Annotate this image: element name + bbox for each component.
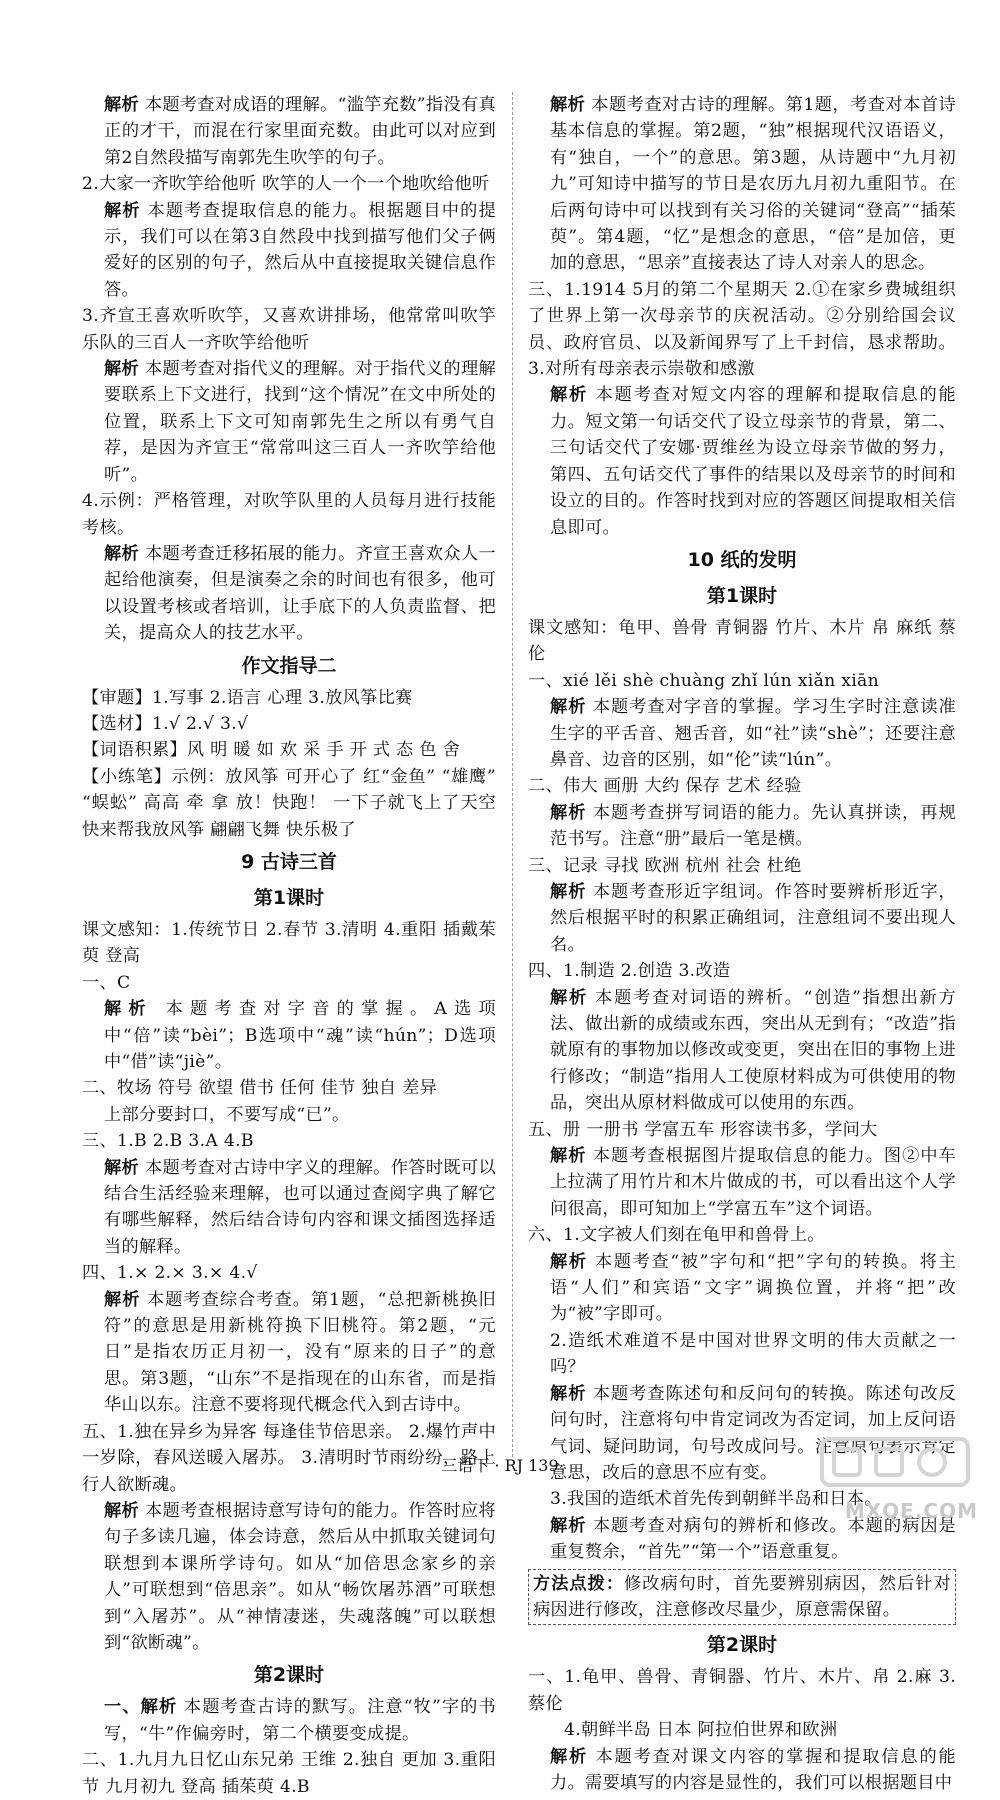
- analysis-paragraph: [82, 356, 496, 488]
- analysis-text: 本题考查对指代义的理解。对于指代义的理解要联系上下文进行，找到“这个情况”在文中所处的位置，联系上下文可知南郭先生之所以有勇气自荐，是因为齐宣王“常常叫这三百人一齐吹竽给他听”。: [104, 359, 497, 485]
- analysis-label: 解析: [550, 697, 587, 718]
- answer-line: 三、记录 寻找 欧洲 杭州 社会 杜绝: [528, 855, 802, 876]
- analysis-paragraph: [82, 92, 496, 171]
- right-column: [528, 92, 956, 1796]
- analysis-paragraph: [528, 800, 956, 853]
- analysis-label: 解析: [550, 1746, 589, 1767]
- analysis-label: 解析: [550, 987, 588, 1008]
- answer-line: 六、1.文字被人们刻在龟甲和兽骨上。: [528, 1225, 825, 1246]
- analysis-label: 解析: [550, 1251, 588, 1272]
- analysis-text: 本题考查古诗的默写。注意“牧”字的书写，“牛”作偏旁时，第二个横要变成提。: [104, 1697, 496, 1744]
- answer-line: 一、C: [82, 972, 131, 993]
- analysis-paragraph: [528, 382, 956, 540]
- analysis-text: 本题考查对古诗中字义的理解。作答时既可以结合生活经验来理解，也可以通过查阅字典了解它有哪些解释，然后结合诗句内容和课文插图选择适当的解释。: [104, 1157, 497, 1257]
- analysis-label: 解析: [550, 881, 587, 902]
- answer-line: 三、1.B 2.B 3.A 4.B: [82, 1131, 254, 1152]
- analysis-text: 本题考查根据图片提取信息的能力。图②中车上拉满了用竹片和木片做成的书，可以看出这个人学问很高，即可知加上“学富五车”这个词语。: [550, 1146, 956, 1219]
- answer-line: 3.齐宣王喜欢听吹竽，又喜欢讲排场，他常常叫吹竽乐队的三百人一齐吹竽给他听: [82, 306, 496, 353]
- answer-line: 课文感知：1.传统节日 2.春节 3.清明 4.重阳 插戴茱萸 登高: [82, 919, 496, 967]
- analysis-text: 本题考查对古诗的理解。第1题，考查对本首诗基本信息的掌握。第2题，“独”根据现代汉语语义，有“独自，一个”的意思。第3题，从诗题中“九月初九”可知诗中描写的节日是农历九月初九重阳节。在后两句诗中可以找到有关习俗的关键词“登高”“插茱萸”。第4题，“忆”是想念的意思，“倍”是加倍，更加的意思，“思亲”直接表达了诗人对亲人的思念。: [550, 95, 956, 274]
- section-heading: 作文指导二: [241, 654, 337, 677]
- analysis-paragraph: [528, 985, 956, 1117]
- analysis-label: 解析: [104, 1500, 140, 1521]
- answer-line: 五、1.独在异乡为异客 每逢佳节倍思亲。 2.爆竹声中一岁除，春风送暖入屠苏。 3.清明时节雨纷纷，路上行人欲断魂。: [82, 1421, 496, 1495]
- analysis-paragraph: [528, 92, 956, 277]
- section-heading: 9 古诗三首: [241, 850, 337, 873]
- answer-line: 五、册 一册书 学富五车 形容读书多，学问大: [528, 1119, 878, 1140]
- answer-line: 4.示例：严格管理，对吹竽队里的人员每月进行技能考核。: [82, 491, 496, 538]
- analysis-label: 一、解析: [104, 1697, 178, 1718]
- analysis-label: 解析: [104, 999, 153, 1020]
- analysis-paragraph: [528, 879, 956, 958]
- analysis-text: 本题考查提取信息的能力。根据题目中的提示，我们可以在第3自然段中找到描写他们父子俩爱好的区别的句子，然后从中直接提取关键信息作答。: [104, 200, 497, 300]
- analysis-paragraph: [82, 1155, 496, 1261]
- analysis-label: 解析: [104, 1289, 141, 1310]
- analysis-text: 本题考查对成语的理解。“滥竽充数”指没有真正的才干，而混在行家里面充数。由此可以对应到第2自然段描写南郭先生吹竽的句子。: [104, 95, 496, 168]
- answer-line: 3.我国的造纸术首先传到朝鲜半岛和日本。: [550, 1489, 882, 1510]
- analysis-paragraph: [528, 1143, 956, 1222]
- analysis-paragraph: [528, 1744, 956, 1797]
- answer-line: 三、1.1914 5月的第二个星期天 2.①在家乡费城组织了世界上第一次母亲节的庆祝活动。②分别给国会议员、政府官员、以及新闻界写了上千封信，恳求帮助。 3.对所有母亲表示崇敬和感激: [528, 279, 956, 380]
- answer-line: 【选材】1.√ 2.√ 3.√: [82, 713, 249, 734]
- answer-line: 一、xié lěi shè chuàng zhǐ lún xiǎn xiān: [528, 670, 879, 691]
- analysis-paragraph: [82, 1287, 496, 1419]
- analysis-text: 本题考查对词语的辨析。“创造”指想出新方法、做出新的成绩或东西，突出从无到有；“改造”指就原有的事物加以修改或变更，突出在旧的事物上进行修改；“制造”指用人工使原材料成为可供使用的物品，突出从原材料做成可以使用的东西。: [550, 987, 956, 1114]
- answer-line: 四、1.× 2.× 3.× 4.√: [82, 1263, 258, 1284]
- analysis-text: 本题考查“被”字句和“把”字句的转换。将主语“人们”和宾语“文字”调换位置，并将“把”改为“被”字即可。: [550, 1251, 956, 1325]
- analysis-text: 本题考查综合考查。第1题，“总把新桃换旧符”的意思是用新桃符换下旧桃符。第2题，“元日”是指农历正月初一，没有“原来的日子”的意思。第3题，“山东”不是指现在的山东省，而是指华山以东。注意不要将现代概念代入到古诗中。: [104, 1289, 496, 1416]
- analysis-text: 本题考查形近字组词。作答时要辨析形近字，然后根据平时的积累正确组词，注意组词不要出现人名。: [550, 881, 956, 955]
- analysis-text: 本题考查对短文内容的理解和提取信息的能力。短文第一句话交代了设立母亲节的背景，第二、三句话交代了安娜·贾维丝为设立母亲节做的努力，第四、五句话交代了事件的结果以及母亲节的时间和设立的目的。作答时找到对应的答题区间提取相关信息即可。: [550, 385, 956, 538]
- section-heading: 第1课时: [253, 886, 325, 909]
- answer-line: 一、1.龟甲、兽骨、青铜器、竹片、木片、帛 2.麻 3.蔡伦: [528, 1667, 956, 1714]
- answer-line: 2.造纸术难道不是中国对世界文明的伟大贡献之一吗？: [550, 1330, 956, 1378]
- section-heading: 第1课时: [706, 584, 778, 607]
- analysis-text: 本题考查对字音的掌握。A选项中“倍”读“bèi”；B选项中“魂”读“hún”；D选项中“借”读“jiè”。: [104, 999, 496, 1072]
- analysis-paragraph: [82, 198, 496, 304]
- analysis-label: 解析: [550, 1515, 587, 1536]
- analysis-paragraph: [82, 1694, 496, 1747]
- column-divider: [512, 92, 513, 1457]
- analysis-paragraph: [82, 541, 496, 647]
- answer-line: 二、1.九月九日忆山东兄弟 王维 2.独自 更加 3.重阳节 九月初九 登高 插茱萸 4.B: [82, 1750, 496, 1797]
- method-tip: [528, 1569, 956, 1626]
- analysis-label: 解析: [550, 1146, 587, 1167]
- analysis-text: 本题考查对字音的掌握。学习生字时注意读准生字的平舌音、翘舌音，如“社”读“shè”；还要注意鼻音、边音的区别，如“伦”读“lún”。: [550, 697, 956, 770]
- analysis-paragraph: [528, 1249, 956, 1328]
- analysis-paragraph: [528, 694, 956, 773]
- section-heading: 第2课时: [253, 1664, 325, 1687]
- left-column: [82, 92, 496, 1800]
- answer-line: 4.朝鲜半岛 日本 阿拉伯世界和欧洲: [564, 1720, 838, 1741]
- analysis-label: 解析: [104, 200, 141, 221]
- analysis-text: 本题考查迁移拓展的能力。齐宣王喜欢众人一起给他演奏，但是演奏之余的时间也有很多，他可以设置考核或者培训，让手底下的人负责监督、把关，提高众人的技艺水平。: [104, 543, 497, 644]
- analysis-label: 解析: [550, 1383, 587, 1404]
- answer-line: 课文感知：龟甲、兽骨 青铜器 竹片、木片 帛 麻纸 蔡伦: [528, 617, 956, 665]
- answer-line: 【审题】1.写事 2.语言 心理 3.放风筝比赛: [82, 687, 413, 708]
- analysis-label: 方法点拨：: [533, 1573, 625, 1594]
- analysis-label: 解析: [104, 359, 140, 380]
- analysis-text: 本题考查陈述句和反问句的转换。陈述句改反问句时，注意将句中肯定词改为否定词，加上反问语气词、疑问助词，句号改成问号。注意原句表示肯定意思，改后的意思不应有变。: [550, 1383, 956, 1483]
- analysis-text: 修改病句时，首先要辨别病因，然后针对病因进行修改，注意修改尽量少，原意需保留。: [533, 1573, 951, 1620]
- analysis-text: 本题考查根据诗意写诗句的能力。作答时应将句子多读几遍，体会诗意，然后从中抓取关键词句联想到本课所学诗句。如从“加倍思念家乡的亲人”可联想到“倍思亲”。如从“畅饮屠苏酒”可联想到“入屠苏”。从“神情凄迷，失魂落魄”可以联想到“欲断魂”。: [104, 1500, 497, 1653]
- analysis-text: 本题考查拼写词语的能力。先认真拼读，再规范书写。注意“册”最后一笔是横。: [550, 802, 956, 850]
- page-footer: 三语下 · RJ 139: [441, 1456, 559, 1475]
- answer-line: 2.大家一齐吹竽给他听 吹竽的人一个一个地吹给他听: [82, 174, 490, 195]
- answer-line: 二、伟大 画册 大约 保存 艺术 经验: [528, 776, 802, 797]
- section-heading: 10 纸的发明: [687, 548, 797, 571]
- answer-line: 【小练笔】示例：放风筝 可开心了 红“金鱼” “雄鹰” “蜈蚣” 高高 牵 拿 放！快跑！ 一下子就飞上了天空 快来帮我放风筝 翩翩飞舞 快乐极了: [82, 766, 496, 840]
- analysis-label: 解析: [550, 95, 586, 115]
- analysis-label: 解析: [550, 385, 589, 406]
- analysis-paragraph: [82, 1498, 496, 1656]
- analysis-label: 解析: [104, 1157, 140, 1178]
- analysis-paragraph: [82, 996, 496, 1075]
- answer-line: 上部分要封口，不要写成“已”。: [104, 1104, 350, 1125]
- analysis-text: 本题考查对课文内容的掌握和提取信息的能力。需要填写的内容是显性的，我们可以根据题目中: [550, 1746, 956, 1793]
- answer-line: 【词语积累】风 明 暖 如 欢 采 手 开 式 态 色 舍: [82, 740, 461, 761]
- analysis-label: 解析: [550, 802, 587, 823]
- answer-line: 二、牧场 符号 欲望 借书 任何 佳节 独自 差异: [82, 1078, 438, 1099]
- analysis-label: 解析: [104, 543, 140, 564]
- watermark-text: MXQE.COM: [844, 1499, 978, 1523]
- answer-line: 四、1.制造 2.创造 3.改造: [528, 961, 731, 982]
- analysis-label: 解析: [104, 95, 140, 115]
- section-heading: 第2课时: [706, 1634, 778, 1657]
- analysis-text: 本题考查对病句的辨析和修改。本题的病因是重复赘余，“首先”“第一个”语意重复。: [550, 1515, 956, 1563]
